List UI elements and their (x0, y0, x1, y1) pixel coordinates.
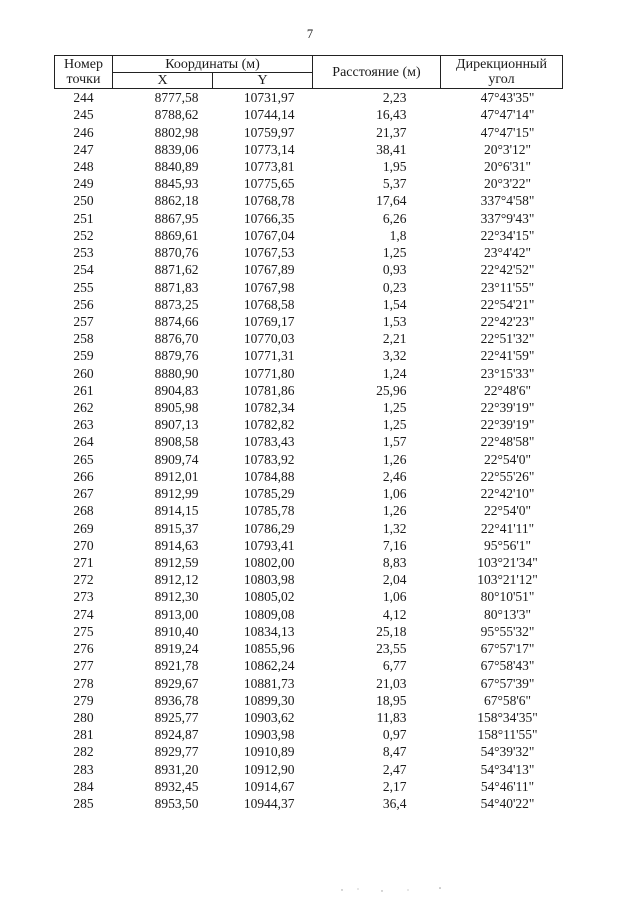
cell-angle: 22°34'15" (480, 227, 535, 243)
coordinates-table (54, 55, 563, 812)
table-row (55, 261, 563, 278)
cell-distance: 16,43 (376, 107, 407, 123)
table-row (55, 244, 563, 261)
cell-angle: 22°41'11" (480, 520, 535, 536)
cell-point-number: 257 (73, 313, 94, 329)
cell-point-number: 268 (73, 503, 94, 519)
table-row (55, 433, 563, 450)
cell-point-number: 259 (73, 348, 94, 364)
table-row (55, 571, 563, 588)
cell-angle: 20°3'22" (483, 176, 532, 192)
cell-y: 10802,00 (243, 555, 295, 571)
table-row (55, 210, 563, 227)
cell-angle: 67°58'6" (483, 692, 532, 708)
header-angle-line2: угол (488, 72, 515, 87)
cell-x: 8876,70 (154, 331, 199, 347)
table-row (55, 485, 563, 502)
cell-distance: 23,55 (376, 641, 407, 657)
cell-point-number: 245 (73, 107, 94, 123)
cell-point-number: 261 (73, 382, 94, 398)
cell-angle: 67°57'39" (480, 675, 535, 691)
cell-y: 10767,89 (243, 262, 295, 278)
cell-y: 10785,29 (243, 486, 295, 502)
cell-y: 10769,17 (243, 313, 295, 329)
cell-y: 10768,58 (243, 296, 295, 312)
cell-x: 8862,18 (154, 193, 199, 209)
table-row (55, 606, 563, 623)
cell-distance: 21,03 (376, 675, 407, 691)
cell-point-number: 262 (73, 400, 94, 416)
cell-point-number: 251 (73, 210, 94, 226)
cell-angle: 22°54'0" (483, 451, 532, 467)
table-row (55, 692, 563, 709)
cell-angle: 20°3'12" (483, 141, 532, 157)
cell-distance: 2,46 (382, 468, 407, 484)
table-row (55, 537, 563, 554)
cell-x: 8931,20 (154, 761, 199, 777)
cell-y: 10767,04 (243, 227, 295, 243)
cell-point-number: 248 (73, 158, 94, 174)
cell-distance: 2,17 (382, 778, 407, 794)
cell-angle: 22°42'10" (480, 486, 535, 502)
cell-x: 8912,59 (154, 555, 199, 571)
cell-distance: 6,77 (382, 658, 407, 674)
cell-y: 10803,98 (243, 572, 295, 588)
cell-y: 10775,65 (243, 176, 295, 192)
cell-x: 8929,77 (154, 744, 199, 760)
page-number: 7 (306, 27, 314, 41)
cell-angle: 80°10'51" (480, 589, 535, 605)
cell-y: 10944,37 (243, 796, 295, 812)
cell-distance: 2,23 (382, 90, 407, 106)
cell-y: 10767,98 (243, 279, 295, 295)
cell-angle: 22°42'52" (480, 262, 535, 278)
cell-angle: 22°48'6" (483, 382, 532, 398)
cell-x: 8921,78 (154, 658, 199, 674)
cell-point-number: 269 (73, 520, 94, 536)
table-row (55, 519, 563, 536)
cell-angle: 103°21'34" (477, 555, 538, 571)
cell-distance: 0,97 (382, 727, 407, 743)
cell-y: 10771,80 (243, 365, 295, 381)
cell-distance: 6,26 (382, 210, 407, 226)
cell-point-number: 254 (73, 262, 94, 278)
cell-distance: 1,26 (382, 503, 407, 519)
cell-x: 8912,01 (154, 468, 199, 484)
table-row (55, 382, 563, 399)
cell-y: 10782,82 (243, 417, 295, 433)
cell-y: 10783,92 (243, 451, 295, 467)
table-row (55, 640, 563, 657)
cell-angle: 158°34'35" (477, 709, 538, 725)
cell-x: 8912,99 (154, 486, 199, 502)
cell-y: 10744,14 (243, 107, 295, 123)
cell-x: 8919,24 (154, 641, 199, 657)
cell-distance: 1,57 (382, 434, 407, 450)
cell-point-number: 271 (73, 555, 94, 571)
header-point-number-line1: Номер (64, 57, 103, 72)
cell-y: 10881,73 (243, 675, 295, 691)
cell-x: 8874,66 (154, 313, 199, 329)
cell-y: 10903,98 (243, 727, 295, 743)
cell-distance: 2,21 (382, 331, 407, 347)
cell-x: 8914,15 (154, 503, 199, 519)
cell-point-number: 274 (73, 606, 94, 622)
cell-y: 10903,62 (243, 709, 295, 725)
cell-x: 8912,30 (154, 589, 199, 605)
cell-y: 10781,86 (243, 382, 295, 398)
cell-angle: 22°54'21" (480, 296, 535, 312)
cell-x: 8879,76 (154, 348, 199, 364)
cell-point-number: 258 (73, 331, 94, 347)
cell-x: 8867,95 (154, 210, 199, 226)
table-row (55, 588, 563, 605)
cell-y: 10783,43 (243, 434, 295, 450)
cell-y: 10770,03 (243, 331, 295, 347)
scan-artifacts (338, 887, 448, 893)
table-row (55, 451, 563, 468)
cell-y: 10768,78 (243, 193, 295, 209)
cell-angle: 67°58'43" (480, 658, 535, 674)
cell-point-number: 250 (73, 193, 94, 209)
cell-x: 8929,67 (154, 675, 199, 691)
cell-distance: 3,32 (382, 348, 407, 364)
table-row (55, 313, 563, 330)
cell-distance: 8,47 (382, 744, 407, 760)
table-row (55, 709, 563, 726)
header-coordinates: Координаты (м) (113, 56, 313, 73)
table-row (55, 778, 563, 795)
cell-y: 10910,89 (243, 744, 295, 760)
header-point-number-line2: точки (66, 72, 101, 87)
cell-angle: 22°51'32" (480, 331, 535, 347)
cell-y: 10793,41 (243, 537, 295, 553)
cell-x: 8910,40 (154, 623, 199, 639)
cell-y: 10786,29 (243, 520, 295, 536)
cell-point-number: 276 (73, 641, 94, 657)
header-distance: Расстояние (м) (313, 56, 441, 89)
cell-point-number: 280 (73, 709, 94, 725)
cell-angle: 47°43'35" (480, 90, 535, 106)
cell-distance: 17,64 (376, 193, 407, 209)
cell-angle: 23°11'55" (480, 279, 535, 295)
cell-angle: 23°4'42" (483, 245, 532, 261)
cell-angle: 158°11'55" (477, 727, 538, 743)
cell-angle: 337°4'58" (480, 193, 535, 209)
cell-angle: 54°34'13" (480, 761, 535, 777)
cell-distance: 0,93 (382, 262, 407, 278)
table-row (55, 347, 563, 364)
table-row (55, 743, 563, 760)
cell-distance: 1,25 (382, 417, 407, 433)
cell-point-number: 255 (73, 279, 94, 295)
cell-distance: 25,18 (376, 623, 407, 639)
cell-distance: 1,25 (382, 400, 407, 416)
cell-point-number: 284 (73, 778, 94, 794)
header-angle (441, 56, 563, 89)
cell-y: 10805,02 (243, 589, 295, 605)
cell-point-number: 260 (73, 365, 94, 381)
cell-point-number: 246 (73, 124, 94, 140)
cell-point-number: 244 (73, 90, 94, 106)
table-row (55, 278, 563, 295)
cell-angle: 95°55'32" (480, 623, 535, 639)
cell-distance: 1,06 (382, 589, 407, 605)
table-row (55, 123, 563, 140)
table-row (55, 296, 563, 313)
cell-point-number: 256 (73, 296, 94, 312)
table-row (55, 227, 563, 244)
cell-distance: 38,41 (376, 141, 407, 157)
cell-point-number: 265 (73, 451, 94, 467)
cell-y: 10767,53 (243, 245, 295, 261)
cell-x: 8839,06 (154, 141, 199, 157)
cell-x: 8914,63 (154, 537, 199, 553)
cell-x: 8915,37 (154, 520, 199, 536)
cell-distance: 1,26 (382, 451, 407, 467)
cell-angle: 22°41'59" (480, 348, 535, 364)
table-row (55, 141, 563, 158)
cell-angle: 67°57'17" (480, 641, 535, 657)
cell-y: 10855,96 (243, 641, 295, 657)
cell-x: 8871,62 (154, 262, 199, 278)
cell-angle: 103°21'12" (477, 572, 538, 588)
table-row (55, 106, 563, 123)
cell-x: 8909,74 (154, 451, 199, 467)
cell-y: 10773,14 (243, 141, 295, 157)
table-row (55, 89, 563, 107)
cell-x: 8908,58 (154, 434, 199, 450)
cell-distance: 0,23 (382, 279, 407, 295)
cell-y: 10785,78 (243, 503, 295, 519)
cell-point-number: 283 (73, 761, 94, 777)
cell-distance: 8,83 (382, 555, 407, 571)
cell-y: 10759,97 (243, 124, 295, 140)
table-row (55, 623, 563, 640)
cell-x: 8953,50 (154, 796, 199, 812)
cell-angle: 54°40'22" (480, 796, 535, 812)
cell-angle: 95°56'1" (483, 537, 532, 553)
header-y: Y (213, 73, 313, 89)
cell-angle: 22°39'19" (480, 417, 535, 433)
cell-point-number: 281 (73, 727, 94, 743)
cell-angle: 47°47'15" (480, 124, 535, 140)
table-row (55, 674, 563, 691)
cell-point-number: 267 (73, 486, 94, 502)
table-row (55, 365, 563, 382)
cell-point-number: 252 (73, 227, 94, 243)
cell-y: 10766,35 (243, 210, 295, 226)
cell-y: 10773,81 (243, 158, 295, 174)
cell-distance: 5,37 (382, 176, 407, 192)
cell-distance: 1,95 (382, 158, 407, 174)
cell-x: 8840,89 (154, 158, 199, 174)
cell-y: 10782,34 (243, 400, 295, 416)
cell-angle: 22°42'23" (480, 313, 535, 329)
table-row (55, 554, 563, 571)
cell-angle: 22°39'19" (480, 400, 535, 416)
cell-distance: 1,8 (389, 227, 407, 243)
cell-distance: 7,16 (382, 537, 407, 553)
cell-angle: 54°39'32" (480, 744, 535, 760)
cell-x: 8869,61 (154, 227, 199, 243)
table-row (55, 761, 563, 778)
cell-distance: 1,06 (382, 486, 407, 502)
cell-point-number: 275 (73, 623, 94, 639)
cell-y: 10899,30 (243, 692, 295, 708)
table-row (55, 330, 563, 347)
cell-distance: 1,54 (382, 296, 407, 312)
cell-x: 8905,98 (154, 400, 199, 416)
table-row (55, 726, 563, 743)
cell-x: 8880,90 (154, 365, 199, 381)
table-row (55, 175, 563, 192)
cell-point-number: 264 (73, 434, 94, 450)
cell-distance: 1,53 (382, 313, 407, 329)
cell-angle: 80°13'3" (483, 606, 532, 622)
cell-point-number: 266 (73, 468, 94, 484)
cell-y: 10809,08 (243, 606, 295, 622)
cell-x: 8871,83 (154, 279, 199, 295)
cell-x: 8788,62 (154, 107, 199, 123)
cell-point-number: 249 (73, 176, 94, 192)
table-row (55, 192, 563, 209)
table-header (55, 56, 563, 89)
cell-y: 10862,24 (243, 658, 295, 674)
cell-x: 8907,13 (154, 417, 199, 433)
cell-point-number: 270 (73, 537, 94, 553)
cell-point-number: 279 (73, 692, 94, 708)
cell-point-number: 263 (73, 417, 94, 433)
cell-point-number: 278 (73, 675, 94, 691)
cell-distance: 36,4 (382, 796, 407, 812)
cell-point-number: 285 (73, 796, 94, 812)
cell-x: 8924,87 (154, 727, 199, 743)
cell-y: 10784,88 (243, 468, 295, 484)
cell-angle: 47°47'14" (480, 107, 535, 123)
cell-point-number: 273 (73, 589, 94, 605)
cell-angle: 337°9'43" (480, 210, 535, 226)
header-point-number (55, 56, 113, 89)
header-angle-line1: Дирекционный (456, 57, 547, 72)
table-row (55, 795, 563, 812)
cell-x: 8913,00 (154, 606, 199, 622)
cell-angle: 22°48'58" (480, 434, 535, 450)
cell-distance: 2,47 (382, 761, 407, 777)
cell-distance: 1,24 (382, 365, 407, 381)
cell-y: 10912,90 (243, 761, 295, 777)
cell-x: 8873,25 (154, 296, 199, 312)
cell-x: 8936,78 (154, 692, 199, 708)
cell-distance: 2,04 (382, 572, 407, 588)
table-row (55, 416, 563, 433)
cell-distance: 1,32 (382, 520, 407, 536)
cell-point-number: 272 (73, 572, 94, 588)
cell-point-number: 282 (73, 744, 94, 760)
cell-x: 8904,83 (154, 382, 199, 398)
cell-x: 8870,76 (154, 245, 199, 261)
cell-y: 10834,13 (243, 623, 295, 639)
cell-x: 8925,77 (154, 709, 199, 725)
table-row (55, 468, 563, 485)
cell-angle: 20°6'31" (483, 158, 532, 174)
cell-x: 8932,45 (154, 778, 199, 794)
cell-angle: 23°15'33" (480, 365, 535, 381)
table-row (55, 657, 563, 674)
cell-distance: 4,12 (382, 606, 407, 622)
cell-distance: 25,96 (376, 382, 407, 398)
cell-x: 8802,98 (154, 124, 199, 140)
cell-angle: 54°46'11" (480, 778, 535, 794)
cell-angle: 22°54'0" (483, 503, 532, 519)
table-row (55, 158, 563, 175)
cell-x: 8777,58 (154, 90, 199, 106)
cell-distance: 21,37 (376, 124, 407, 140)
cell-distance: 1,25 (382, 245, 407, 261)
cell-distance: 18,95 (376, 692, 407, 708)
cell-x: 8845,93 (154, 176, 199, 192)
header-x: X (113, 73, 213, 89)
cell-angle: 22°55'26" (480, 468, 535, 484)
table-body (55, 89, 563, 813)
cell-x: 8912,12 (154, 572, 199, 588)
table-row (55, 399, 563, 416)
table-row (55, 502, 563, 519)
cell-point-number: 247 (73, 141, 94, 157)
cell-y: 10731,97 (243, 90, 295, 106)
cell-point-number: 277 (73, 658, 94, 674)
cell-y: 10914,67 (243, 778, 295, 794)
cell-distance: 11,83 (376, 709, 407, 725)
cell-point-number: 253 (73, 245, 94, 261)
cell-y: 10771,31 (243, 348, 295, 364)
